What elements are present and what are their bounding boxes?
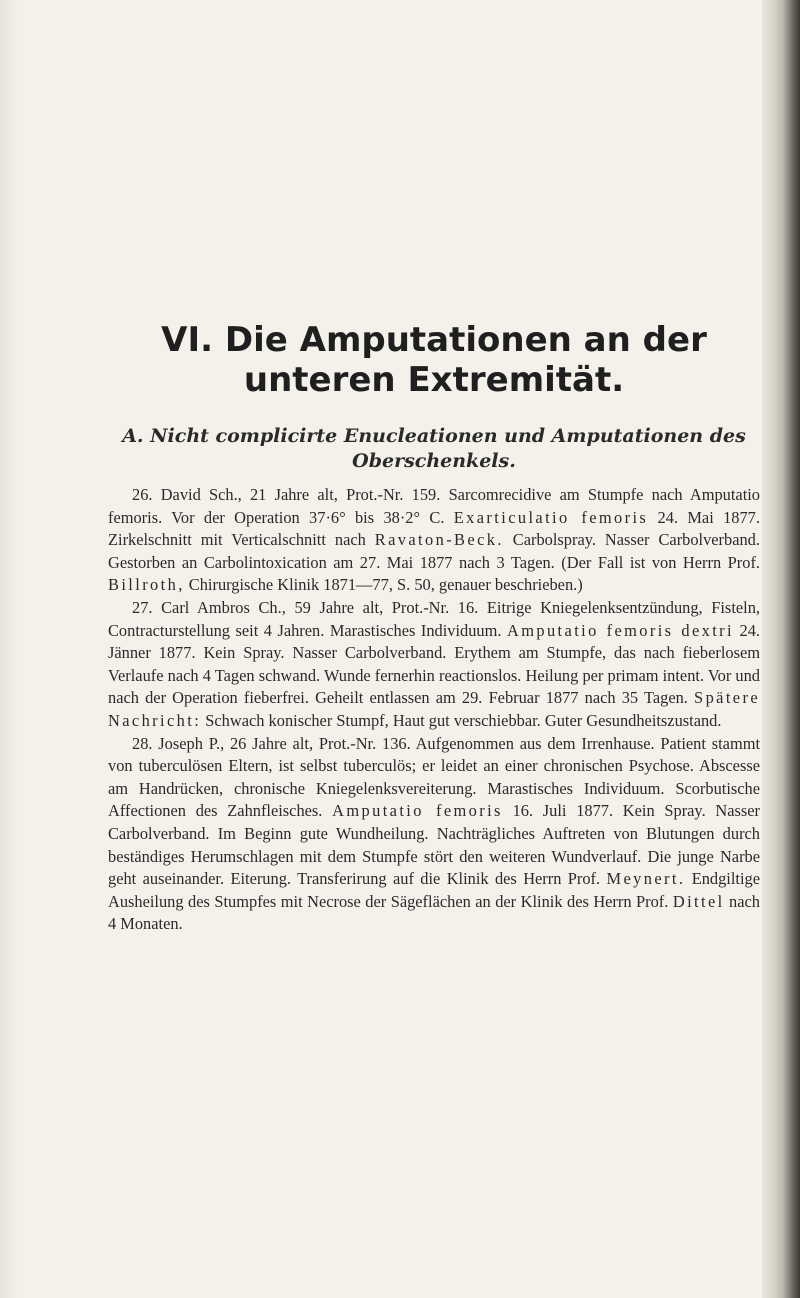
procedure-name: Amputatio femoris dextri — [506, 620, 734, 640]
page-content — [108, 320, 760, 936]
page-left-margin — [0, 0, 18, 1298]
case-paragraph-26: 26. David Sch., 21 Jahre alt, Prot.-Nr. 159. Sarcomrecidive am Stumpfe nach Amputatio femoris. Vor der Operation 37·6° bis 38·2° C. Exarticulatio femoris 24. Mai 1877. Zirkelschnitt mit Verticalschnitt nach Ravaton-Beck. Carbolspray. Nasser Carbolverband. Gestorben an Carbolintoxication am 27. Mai 1877 nach 3 Tagen. (Der Fall ist von Herrn Prof. Billroth, Chirurgische Klinik 1871—77, S. 50, genauer beschrieben.) — [108, 485, 760, 595]
case-paragraph-27: 27. Carl Ambros Ch., 59 Jahre alt, Prot.-Nr. 16. Eitrige Kniegelenksentzündung, Fisteln, Contracturstellung seit 4 Jahren. Marastisches Individuum. Amputatio femoris dextri 24. Jänner 1877. Kein Spray. Nasser Carbolverband. Erythem am Stumpfe, das nach fieberlosem Verlaufe nach 4 Tagen schwand. Wunde fernerhin reactionslos. Heilung per primam intent. Vor und nach der Operation fieberfrei. Geheilt entlassen am 29. Februar 1877 nach 35 Tagen. Spätere Nachricht: Schwach konischer Stumpf, Haut gut verschiebbar. Guter Gesundheitszustand. — [108, 597, 760, 730]
surgeon-name: Billroth, — [108, 575, 185, 595]
chapter-title: VI. Die Amputationen an der unteren Extremität. — [161, 320, 707, 400]
surgeon-name: Dittel — [672, 891, 725, 911]
section-title: A. Nicht complicirte Enucleationen und Amputationen des Oberschenkels. — [122, 425, 746, 472]
procedure-name: Amputatio femoris — [332, 801, 503, 821]
procedure-name: Exarticulatio femoris — [453, 507, 649, 527]
case-paragraph-28: 28. Joseph P., 26 Jahre alt, Prot.-Nr. 136. Aufgenommen aus dem Irrenhause. Patient stammt von tuberculösen Eltern, ist selbst tuberculös; er leidet an einer chronischen Psychose. Abscesse am Handrücken, chronische Kniegelenksvereiterung. Marastisches Individuum. Scorbutische Affectionen des Zahnfleisches. Amputatio femoris 16. Juli 1877. Kein Spray. Nasser Carbolverband. Im Beginn gute Wundheilung. Nachträgliches Auftreten von Blutungen durch beständiges Herumschlagen mit dem Stumpfe stört den weiteren Wundverlauf. Die junge Narbe geht auseinander. Eiterung. Transferirung auf die Klinik des Herrn Prof. Meynert. Endgiltige Ausheilung des Stumpfes mit Necrose der Sägeflächen an der Klinik des Herrn Prof. Dittel nach 4 Monaten. — [108, 733, 760, 934]
surgeon-name: Ravaton-Beck. — [374, 530, 504, 550]
surgeon-name: Meynert. — [606, 869, 686, 889]
later-report-label: Spätere Nachricht: — [108, 688, 760, 730]
book-binding-edge — [762, 0, 800, 1298]
